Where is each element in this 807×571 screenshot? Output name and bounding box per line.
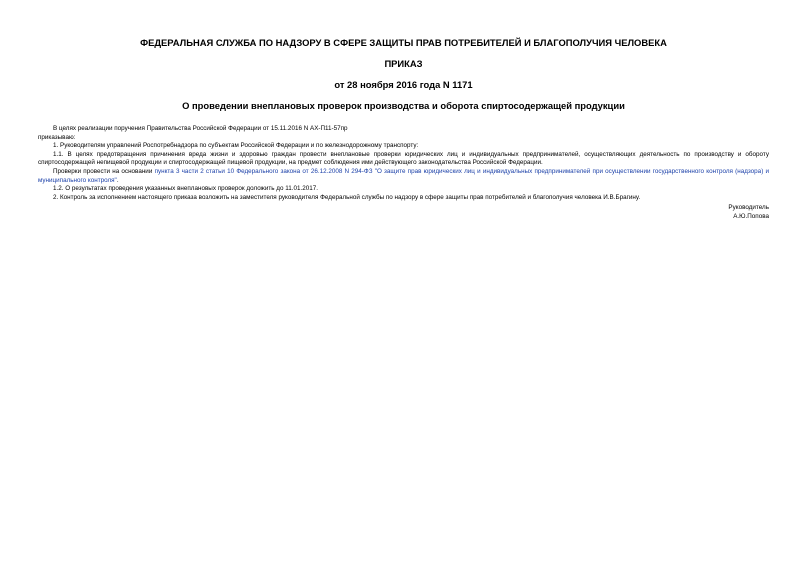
checks-prefix: Проверки провести на основании — [53, 167, 155, 175]
law-reference-link[interactable]: пункта 3 части 2 статьи 10 Федерального закона от 26.12.2008 N 294-ФЗ "О защите прав юридических лиц и индивидуальных предпринимателей при осуществлении государственного контроля (надзора) и муниципального контроля" — [38, 167, 770, 184]
document-date: от 28 ноября 2016 года N 1171 — [334, 79, 473, 90]
document-body — [38, 125, 769, 222]
item-1: 1. Руководителям управлений Роспотребнадзора по субъектам Российской Федерации и по железнодорожному транспорту: — [53, 142, 419, 150]
item-1-2: 1.2. О результатах проведения указанных внеплановых проверок доложить до 11.01.2017. — [53, 185, 319, 193]
document-type: ПРИКАЗ — [384, 58, 423, 69]
preamble: В целях реализации поручения Правительства Российской Федерации от 15.11.2016 N АХ-П11-57пр — [53, 125, 348, 132]
order-word: приказываю: — [38, 133, 76, 141]
signature-role: Руководитель — [728, 204, 769, 212]
item-1-1: 1.1. В целях предотвращения причинения вреда жизни и здоровью граждан провести внеплановые проверки юридических лиц и индивидуальных предпринимателей, осуществляющих деятельность по производству и обороту спиртосодержащей непищевой продукции и спиртосодержащей пищевой продукции, на предмет соблюдения ими действующего законодательства Российской Федерации. — [38, 150, 769, 167]
checks-paragraph — [38, 168, 769, 185]
agency-name: ФЕДЕРАЛЬНАЯ СЛУЖБА ПО НАДЗОРУ В СФЕРЕ ЗАЩИТЫ ПРАВ ПОТРЕБИТЕЛЕЙ И БЛАГОПОЛУЧИЯ ЧЕЛОВЕКА — [140, 37, 667, 48]
document-title: О проведении внеплановых проверок производства и оборота спиртосодержащей продукции — [182, 100, 625, 111]
checks-suffix: . — [116, 176, 119, 184]
item-2: 2. Контроль за исполнением настоящего приказа возложить на заместителя руководителя Федеральной службы по надзору в сфере защиты прав потребителей и благополучия человека И.В.Брагину. — [53, 193, 641, 201]
signature-name: А.Ю.Попова — [733, 212, 769, 220]
